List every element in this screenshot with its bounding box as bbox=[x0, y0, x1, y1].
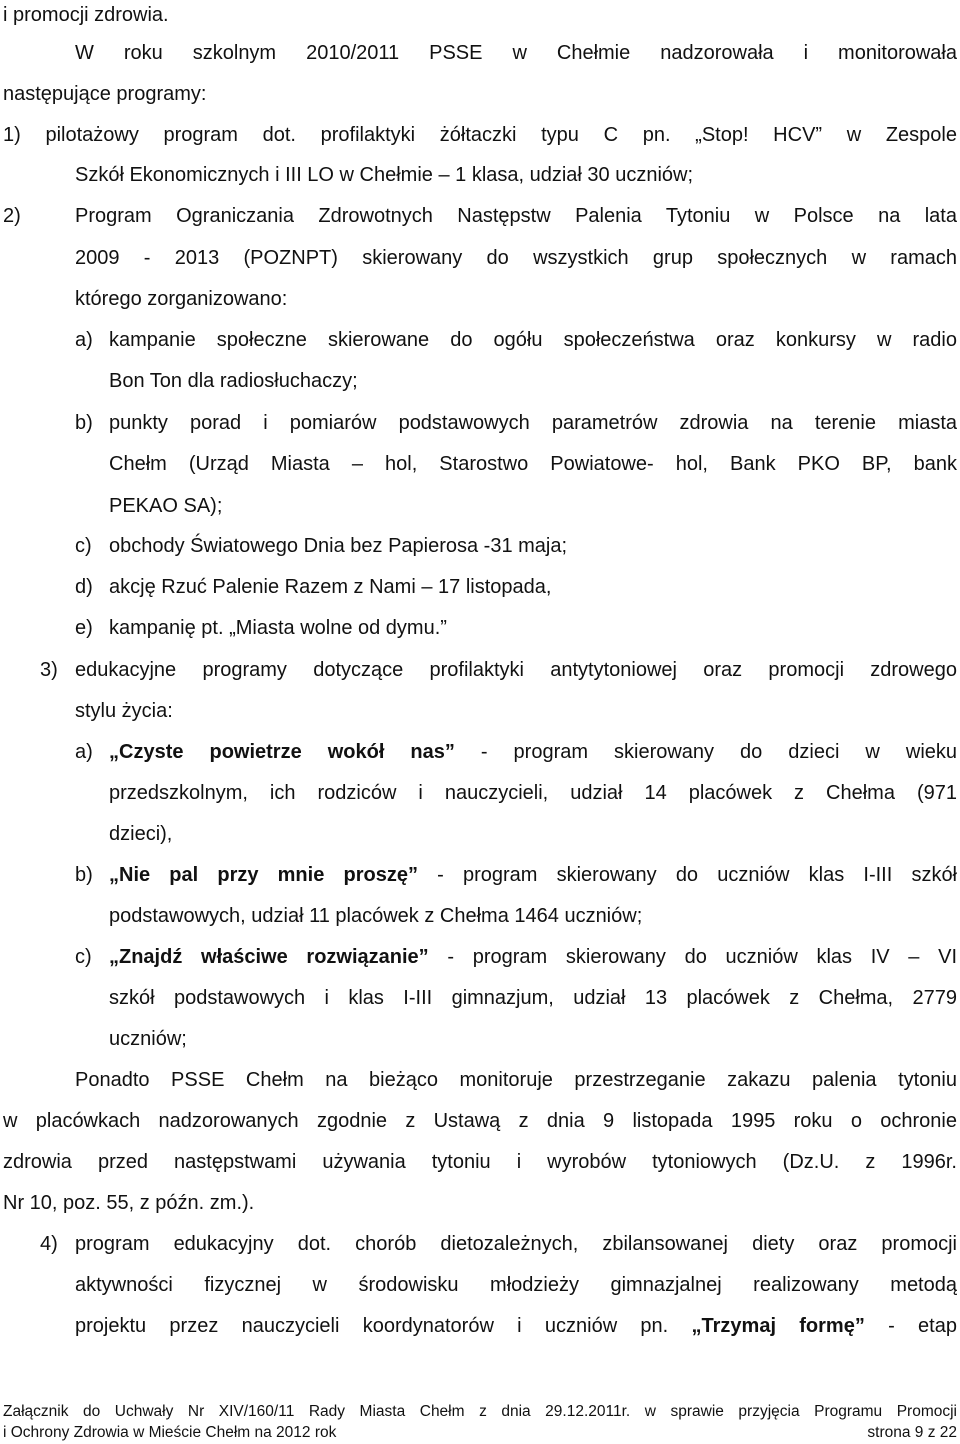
text-line: stylu życia: bbox=[75, 700, 173, 722]
list-label: 4) bbox=[40, 1233, 58, 1255]
text-line: którego zorganizowano: bbox=[75, 288, 288, 310]
sub-item-d: akcję Rzuć Palenie Razem z Nami – 17 listopada, bbox=[109, 576, 552, 598]
program-title: „Znajdź właściwe rozwiązanie” bbox=[109, 946, 429, 968]
text-line: aktywności fizycznej w środowisku młodzieży gimnazjalnej realizowany metodą bbox=[75, 1274, 957, 1296]
program-item-a bbox=[109, 732, 957, 773]
text-line: Nr 10, poz. 55, z późn. zm.). bbox=[3, 1192, 255, 1214]
text-line: następujące programy: bbox=[3, 83, 207, 105]
text-line: 2009 - 2013 (POZNPT) skierowany do wszystkich grup społecznych w ramach bbox=[75, 247, 957, 269]
page-footer-line-2 bbox=[3, 1422, 957, 1443]
text-line: PEKAO SA); bbox=[109, 495, 223, 517]
list-item-1: 1) pilotażowy program dot. profilaktyki żółtaczki typu C pn. „Stop! HCV” w Zespole bbox=[3, 124, 957, 146]
text-line: szkół podstawowych i klas I-III gimnazjum, udział 13 placówek z Chełma, 2779 bbox=[109, 987, 957, 1009]
paragraph-line: Ponadto PSSE Chełm na bieżąco monitoruje przestrzeganie zakazu palenia tytoniu bbox=[75, 1069, 957, 1091]
list-label: b) bbox=[75, 864, 93, 886]
text-line: W roku szkolnym 2010/2011 PSSE w Chełmie nadzorowała i monitorowała bbox=[75, 42, 957, 64]
list-label: b) bbox=[75, 412, 93, 434]
text-line: Chełm (Urząd Miasta – hol, Starostwo Powiatowe- hol, Bank PKO BP, bank bbox=[109, 453, 957, 475]
list-item-4: program edukacyjny dot. chorób dietozależnych, zbilansowanej diety oraz promocji bbox=[75, 1233, 957, 1255]
page-footer-line-1: Załącznik do Uchwały Nr XIV/160/11 Rady Miasta Chełm z dnia 29.12.2011r. w sprawie przyjęcia Programu Promocji bbox=[3, 1403, 957, 1420]
text-span: projektu przez nauczycieli koordynatorów i uczniów pn. bbox=[75, 1315, 669, 1337]
text-line: w placówkach nadzorowanych zgodnie z Ustawą z dnia 9 listopada 1995 roku o ochronie bbox=[3, 1110, 957, 1132]
list-item-2: Program Ograniczania Zdrowotnych Następstw Palenia Tytoniu w Polsce na lata bbox=[75, 205, 957, 227]
program-item-c bbox=[109, 937, 957, 978]
list-label: 2) bbox=[3, 205, 21, 227]
text-line: i promocji zdrowia. bbox=[3, 4, 169, 26]
text-line: uczniów; bbox=[109, 1028, 187, 1050]
list-label: a) bbox=[75, 329, 93, 351]
list-label: d) bbox=[75, 576, 93, 598]
footer-title: i Ochrony Zdrowia w Mieście Chełm na 2012 rok bbox=[3, 1424, 337, 1441]
text-line: zdrowia przed następstwami używania tytoniu i wyrobów tytoniowych (Dz.U. z 1996r. bbox=[3, 1151, 957, 1173]
sub-item-a: kampanie społeczne skierowane do ogółu społeczeństwa oraz konkursy w radio bbox=[109, 329, 957, 351]
page-number: strona 9 z 22 bbox=[867, 1424, 957, 1441]
list-label: 3) bbox=[40, 659, 58, 681]
text-span: - etap bbox=[888, 1315, 957, 1337]
text-line: przedszkolnym, ich rodziców i nauczycieli, udział 14 placówek z Chełma (971 bbox=[109, 782, 957, 804]
list-label: c) bbox=[75, 946, 92, 968]
program-description: - program skierowany do dzieci w wieku bbox=[480, 741, 958, 763]
list-label: c) bbox=[75, 535, 92, 557]
program-title: „Nie pal przy mnie proszę” bbox=[109, 864, 418, 886]
text-line: Szkół Ekonomicznych i III LO w Chełmie – 1 klasa, udział 30 uczniów; bbox=[75, 164, 694, 186]
program-description: - program skierowany do uczniów klas I-III szkół bbox=[437, 864, 958, 886]
text-line: dzieci), bbox=[109, 823, 173, 845]
sub-item-c: obchody Światowego Dnia bez Papierosa -31 maja; bbox=[109, 535, 568, 557]
sub-item-e: kampanię pt. „Miasta wolne od dymu.” bbox=[109, 617, 447, 639]
program-title: „Czyste powietrze wokół nas” bbox=[109, 741, 455, 763]
program-item-b bbox=[109, 855, 957, 896]
text-line bbox=[75, 1306, 957, 1347]
text-line: Bon Ton dla radiosłuchaczy; bbox=[109, 370, 358, 392]
program-title: „Trzymaj formę” bbox=[691, 1315, 865, 1337]
sub-item-b: punkty porad i pomiarów podstawowych parametrów zdrowia na terenie miasta bbox=[109, 412, 957, 434]
list-label: a) bbox=[75, 741, 93, 763]
list-label: e) bbox=[75, 617, 93, 639]
list-item-3: edukacyjne programy dotyczące profilaktyki antytytoniowej oraz promocji zdrowego bbox=[75, 659, 957, 681]
text-line: podstawowych, udział 11 placówek z Chełma 1464 uczniów; bbox=[109, 905, 643, 927]
program-description: - program skierowany do uczniów klas IV – VI bbox=[447, 946, 958, 968]
